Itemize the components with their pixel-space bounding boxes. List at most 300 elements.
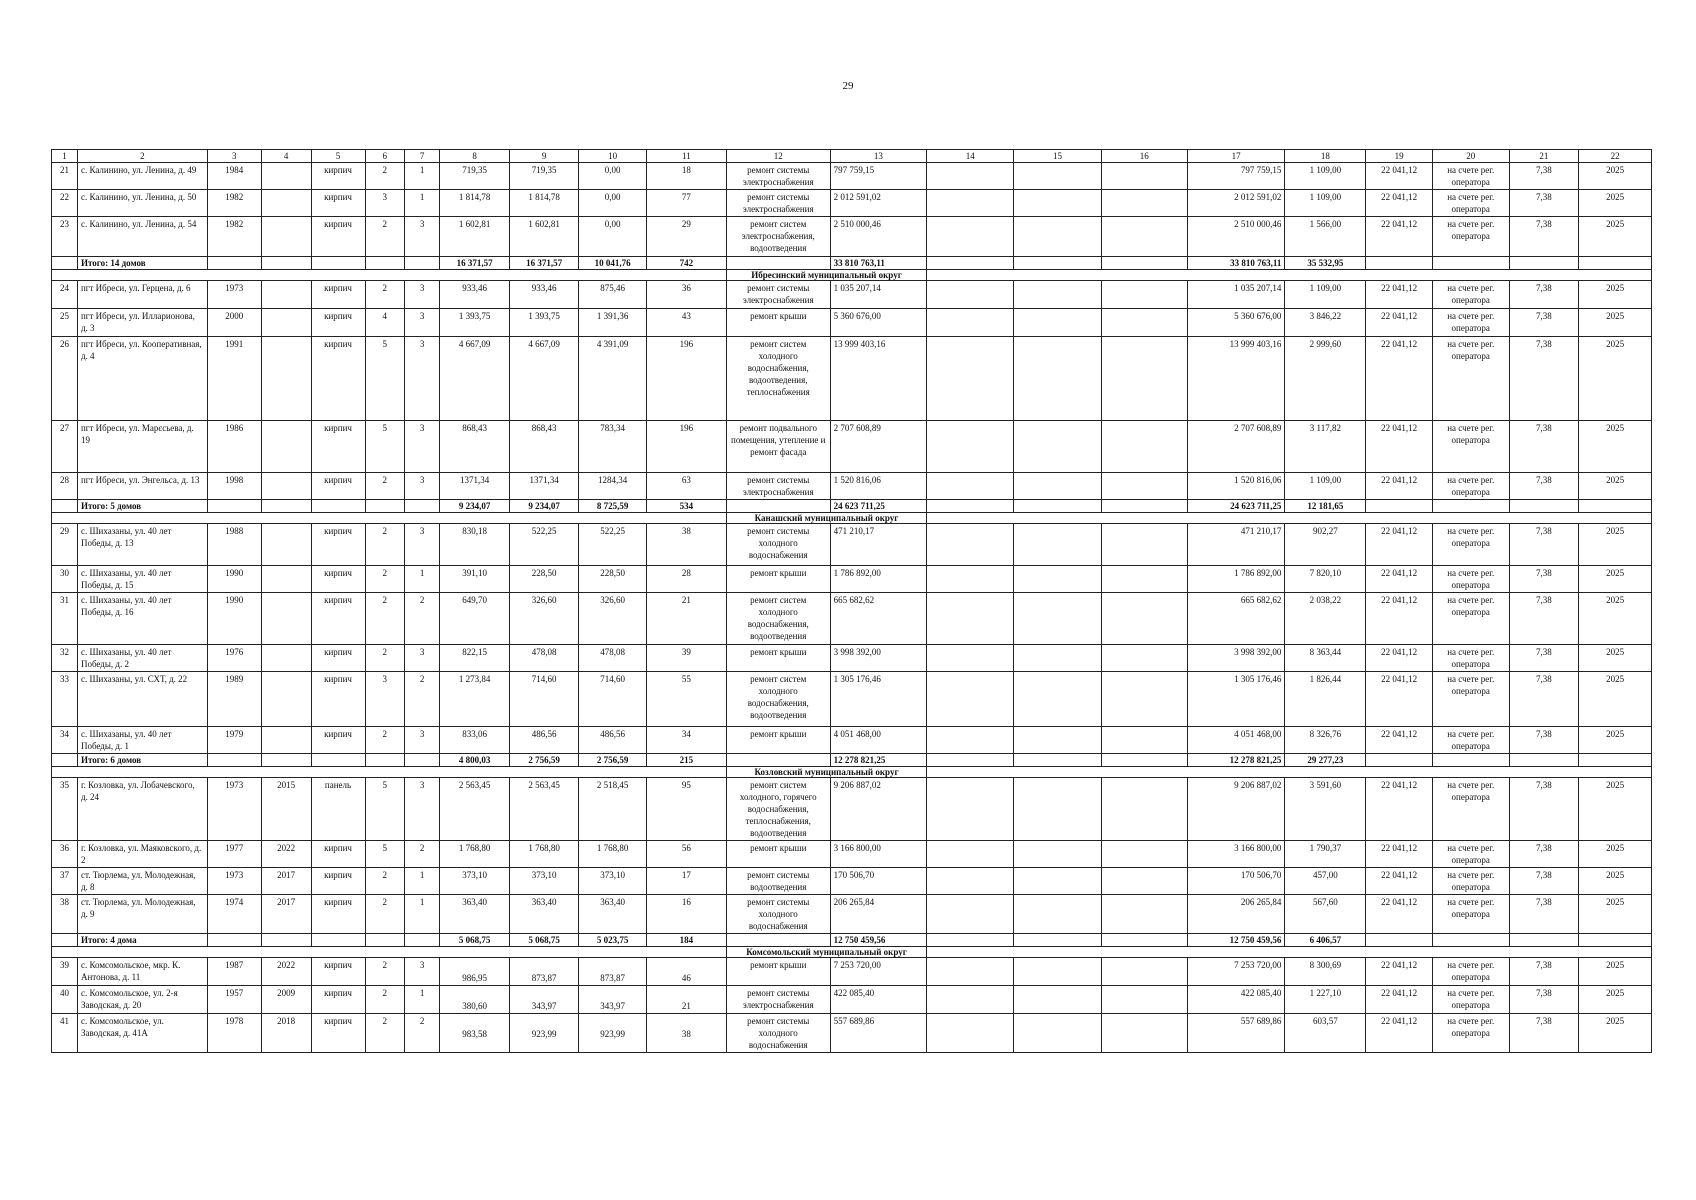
total-label: Итого: 6 домов [77, 754, 207, 767]
cell-a8: 822,15 [440, 645, 510, 672]
cell-c15 [1014, 841, 1101, 868]
cell-n: 36 [52, 841, 78, 868]
cell-last: 2017 [261, 895, 311, 934]
cell-n: 38 [52, 895, 78, 934]
cell-fl: 2 [365, 645, 404, 672]
cell-c17: 797 759,15 [1187, 163, 1285, 190]
cell-c16 [1101, 281, 1187, 309]
total-blank [311, 500, 365, 513]
cell-addr: пгт Ибреси, ул. Кооперативная, д. 4 [77, 337, 207, 421]
cell-fl: 5 [365, 778, 404, 841]
cell-fl: 2 [365, 958, 404, 986]
column-number: 4 [261, 150, 311, 163]
cell-a10: 1 391,36 [579, 309, 646, 337]
cell-c18: 902,27 [1285, 524, 1366, 566]
cell-cost: 5 360 676,00 [830, 309, 927, 337]
cell-last [261, 672, 311, 727]
total-blank [1014, 257, 1101, 270]
cell-mat: кирпич [311, 672, 365, 727]
total-blank [52, 754, 78, 767]
cell-a8: 363,40 [440, 895, 510, 934]
column-number: 8 [440, 150, 510, 163]
cell-mat: кирпич [311, 337, 365, 421]
total-blank [261, 257, 311, 270]
cell-c21: 7,38 [1509, 281, 1579, 309]
total-a9: 2 756,59 [509, 754, 579, 767]
column-number: 2 [77, 150, 207, 163]
total-row [52, 754, 1652, 767]
cell-c22: 2025 [1579, 1014, 1652, 1053]
cell-year: 1987 [207, 958, 261, 986]
cell-year: 2000 [207, 309, 261, 337]
cell-c16 [1101, 217, 1187, 257]
cell-c21: 7,38 [1509, 645, 1579, 672]
cell-ent: 1 [404, 895, 439, 934]
column-number: 6 [365, 150, 404, 163]
column-number: 17 [1187, 150, 1285, 163]
cell-c19: 22 041,12 [1366, 421, 1432, 473]
cell-fl: 4 [365, 309, 404, 337]
cell-a9: 923,99 [509, 1014, 579, 1053]
total-blank [927, 257, 1014, 270]
column-number: 21 [1509, 150, 1579, 163]
total-a10: 10 041,76 [579, 257, 646, 270]
cell-c18: 457,00 [1285, 868, 1366, 895]
cell-n: 30 [52, 566, 78, 593]
total-blank [927, 934, 1014, 947]
cell-c19: 22 041,12 [1366, 309, 1432, 337]
cell-ent: 2 [404, 593, 439, 645]
cell-n: 22 [52, 190, 78, 217]
total-blank [1509, 934, 1579, 947]
column-number: 3 [207, 150, 261, 163]
cell-addr: ст. Тюрлема, ул. Молодежная, д. 9 [77, 895, 207, 934]
total-blank [365, 754, 404, 767]
cell-n: 21 [52, 163, 78, 190]
cell-n: 35 [52, 778, 78, 841]
table-row [52, 473, 1652, 500]
cell-c20: на счете рег. оператора [1432, 645, 1509, 672]
cell-addr: пгт Ибреси, ул. Герцена, д. 6 [77, 281, 207, 309]
cell-res: 29 [646, 217, 726, 257]
cell-a10: 343,97 [579, 986, 646, 1014]
cell-a10: 0,00 [579, 190, 646, 217]
cell-c20: на счете рег. оператора [1432, 841, 1509, 868]
cell-year: 1982 [207, 217, 261, 257]
total-blank [1579, 500, 1652, 513]
table-row [52, 163, 1652, 190]
cell-last [261, 473, 311, 500]
cell-a9: 373,10 [509, 868, 579, 895]
table-row [52, 778, 1652, 841]
cell-n: 32 [52, 645, 78, 672]
column-number-row [52, 150, 1652, 163]
total-a8: 9 234,07 [440, 500, 510, 513]
cell-c18: 2 999,60 [1285, 337, 1366, 421]
cell-c18: 3 846,22 [1285, 309, 1366, 337]
cell-res: 43 [646, 309, 726, 337]
cell-cost: 3 166 800,00 [830, 841, 927, 868]
cell-last: 2022 [261, 958, 311, 986]
cell-mat: кирпич [311, 986, 365, 1014]
cell-cost: 797 759,15 [830, 163, 927, 190]
cell-c15 [1014, 473, 1101, 500]
cell-c22: 2025 [1579, 163, 1652, 190]
district-row [52, 513, 1652, 524]
cell-last [261, 421, 311, 473]
cell-c19: 22 041,12 [1366, 281, 1432, 309]
cell-c15 [1014, 217, 1101, 257]
cell-fl: 5 [365, 841, 404, 868]
cell-fl: 2 [365, 986, 404, 1014]
cell-a10: 875,46 [579, 281, 646, 309]
cell-a9: 1371,34 [509, 473, 579, 500]
cell-a8: 1371,34 [440, 473, 510, 500]
cell-addr: с. Шихазаны, ул. 40 лет Победы, д. 1 [77, 727, 207, 754]
cell-work: ремонт крыши [726, 841, 830, 868]
cell-a8: 986,95 [440, 958, 510, 986]
cell-mat: кирпич [311, 163, 365, 190]
cell-last: 2015 [261, 778, 311, 841]
cell-c14 [927, 524, 1014, 566]
table-row [52, 337, 1652, 421]
cell-c19: 22 041,12 [1366, 868, 1432, 895]
cell-addr: ст. Тюрлема, ул. Молодежная, д. 8 [77, 868, 207, 895]
cell-res: 77 [646, 190, 726, 217]
cell-last [261, 566, 311, 593]
total-blank [1579, 754, 1652, 767]
cell-n: 40 [52, 986, 78, 1014]
cell-c18: 7 820,10 [1285, 566, 1366, 593]
cell-c22: 2025 [1579, 281, 1652, 309]
cell-c16 [1101, 841, 1187, 868]
cell-c21: 7,38 [1509, 868, 1579, 895]
cell-year: 1973 [207, 868, 261, 895]
total-blank [1579, 257, 1652, 270]
cell-ent: 3 [404, 958, 439, 986]
cell-c22: 2025 [1579, 593, 1652, 645]
cell-c17: 1 786 892,00 [1187, 566, 1285, 593]
column-number: 5 [311, 150, 365, 163]
cell-mat: кирпич [311, 841, 365, 868]
column-number: 13 [830, 150, 927, 163]
cell-fl: 2 [365, 163, 404, 190]
total-a10: 2 756,59 [579, 754, 646, 767]
cell-c21: 7,38 [1509, 190, 1579, 217]
total-res: 215 [646, 754, 726, 767]
column-number: 14 [927, 150, 1014, 163]
cell-res: 39 [646, 645, 726, 672]
total-blank [311, 754, 365, 767]
district-row [52, 767, 1652, 778]
cell-mat: кирпич [311, 895, 365, 934]
cell-fl: 5 [365, 421, 404, 473]
cell-c20: на счете рег. оператора [1432, 895, 1509, 934]
cell-c21: 7,38 [1509, 593, 1579, 645]
cell-c14 [927, 421, 1014, 473]
total-blank [1509, 500, 1579, 513]
cell-work: ремонт крыши [726, 727, 830, 754]
cell-mat: панель [311, 778, 365, 841]
cell-c14 [927, 895, 1014, 934]
total-label: Итого: 4 дома [77, 934, 207, 947]
cell-year: 1988 [207, 524, 261, 566]
table-row [52, 524, 1652, 566]
total-blank [311, 257, 365, 270]
cell-last [261, 337, 311, 421]
cell-work: ремонт системы электроснабжения [726, 281, 830, 309]
total-c17: 33 810 763,11 [1187, 257, 1285, 270]
total-blank [1366, 257, 1432, 270]
cell-year: 1976 [207, 645, 261, 672]
cell-cost: 665 682,62 [830, 593, 927, 645]
cell-c16 [1101, 672, 1187, 727]
cell-addr: пгт Ибреси, ул. Энгельса, д. 13 [77, 473, 207, 500]
cell-c21: 7,38 [1509, 566, 1579, 593]
cell-addr: с. Шихазаны, ул. 40 лет Победы, д. 16 [77, 593, 207, 645]
cell-n: 23 [52, 217, 78, 257]
cell-c21: 7,38 [1509, 163, 1579, 190]
cell-c14 [927, 727, 1014, 754]
cell-c21: 7,38 [1509, 524, 1579, 566]
cell-year: 1990 [207, 566, 261, 593]
total-blank [1014, 754, 1101, 767]
cell-c22: 2025 [1579, 958, 1652, 986]
cell-fl: 5 [365, 337, 404, 421]
cell-addr: с. Шихазаны, ул. 40 лет Победы, д. 13 [77, 524, 207, 566]
cell-a10: 923,99 [579, 1014, 646, 1053]
cell-c21: 7,38 [1509, 841, 1579, 868]
cell-c14 [927, 645, 1014, 672]
cell-c14 [927, 337, 1014, 421]
cell-ent: 1 [404, 190, 439, 217]
cell-c16 [1101, 778, 1187, 841]
cell-c15 [1014, 958, 1101, 986]
cell-a9: 326,60 [509, 593, 579, 645]
cell-a10: 1284,34 [579, 473, 646, 500]
cell-a8: 1 814,78 [440, 190, 510, 217]
cell-c22: 2025 [1579, 778, 1652, 841]
cell-a10: 326,60 [579, 593, 646, 645]
total-a10: 5 023,75 [579, 934, 646, 947]
cell-c16 [1101, 337, 1187, 421]
total-a9: 5 068,75 [509, 934, 579, 947]
cell-a9: 1 602,81 [509, 217, 579, 257]
cell-ent: 3 [404, 309, 439, 337]
cell-work: ремонт систем холодного водоснабжения, водоотведения, теплоснабжения [726, 337, 830, 421]
cell-year: 1979 [207, 727, 261, 754]
cell-cost: 1 035 207,14 [830, 281, 927, 309]
cell-work: ремонт систем холодного водоснабжения, водоотведения [726, 672, 830, 727]
cell-addr: с. Шихазаны, ул. 40 лет Победы, д. 15 [77, 566, 207, 593]
cell-work: ремонт системы электроснабжения [726, 190, 830, 217]
total-res: 534 [646, 500, 726, 513]
table-row [52, 566, 1652, 593]
cell-c16 [1101, 986, 1187, 1014]
cell-mat: кирпич [311, 190, 365, 217]
total-cost: 12 278 821,25 [830, 754, 927, 767]
column-number: 18 [1285, 150, 1366, 163]
cell-c20: на счете рег. оператора [1432, 566, 1509, 593]
cell-a8: 1 393,75 [440, 309, 510, 337]
district-left-blank [52, 767, 727, 778]
district-name: Козловский муниципальный округ [726, 767, 926, 778]
cell-res: 16 [646, 895, 726, 934]
cell-c15 [1014, 281, 1101, 309]
cell-a10: 714,60 [579, 672, 646, 727]
district-right-blank [927, 947, 1652, 958]
cell-a8: 4 667,09 [440, 337, 510, 421]
cell-n: 33 [52, 672, 78, 727]
cell-a9: 363,40 [509, 895, 579, 934]
cell-c18: 567,60 [1285, 895, 1366, 934]
cell-c21: 7,38 [1509, 986, 1579, 1014]
cell-n: 34 [52, 727, 78, 754]
district-name: Комсомольский муниципальный округ [726, 947, 926, 958]
cell-fl: 2 [365, 524, 404, 566]
cell-c14 [927, 868, 1014, 895]
cell-a10: 0,00 [579, 163, 646, 190]
cell-year: 1998 [207, 473, 261, 500]
cell-c22: 2025 [1579, 841, 1652, 868]
cell-res: 38 [646, 1014, 726, 1053]
cell-c17: 3 998 392,00 [1187, 645, 1285, 672]
cell-a8: 933,46 [440, 281, 510, 309]
cell-c22: 2025 [1579, 727, 1652, 754]
cell-ent: 3 [404, 524, 439, 566]
cell-c14 [927, 309, 1014, 337]
total-blank [365, 500, 404, 513]
cell-c15 [1014, 1014, 1101, 1053]
cell-c19: 22 041,12 [1366, 672, 1432, 727]
cell-n: 39 [52, 958, 78, 986]
table-row [52, 645, 1652, 672]
cell-c19: 22 041,12 [1366, 593, 1432, 645]
cell-ent: 3 [404, 421, 439, 473]
total-blank [726, 257, 830, 270]
cell-mat: кирпич [311, 309, 365, 337]
district-right-blank [927, 513, 1652, 524]
cell-fl: 3 [365, 190, 404, 217]
total-cost: 33 810 763,11 [830, 257, 927, 270]
cell-c20: на счете рег. оператора [1432, 868, 1509, 895]
cell-c22: 2025 [1579, 337, 1652, 421]
district-row [52, 270, 1652, 281]
cell-c16 [1101, 895, 1187, 934]
total-c17: 12 750 459,56 [1187, 934, 1285, 947]
total-blank [207, 500, 261, 513]
cell-c20: на счете рег. оператора [1432, 421, 1509, 473]
cell-c20: на счете рег. оператора [1432, 593, 1509, 645]
cell-mat: кирпич [311, 958, 365, 986]
total-blank [261, 754, 311, 767]
cell-work: ремонт систем электроснабжения, водоотведения [726, 217, 830, 257]
district-right-blank [927, 767, 1652, 778]
cell-fl: 2 [365, 217, 404, 257]
district-name: Канашский муниципальный округ [726, 513, 926, 524]
cell-c18: 1 109,00 [1285, 163, 1366, 190]
cell-c15 [1014, 163, 1101, 190]
cell-c16 [1101, 727, 1187, 754]
cell-last [261, 190, 311, 217]
cell-c14 [927, 986, 1014, 1014]
cell-last [261, 727, 311, 754]
cell-c21: 7,38 [1509, 672, 1579, 727]
district-left-blank [52, 513, 727, 524]
cell-c19: 22 041,12 [1366, 986, 1432, 1014]
district-right-blank [927, 270, 1652, 281]
cell-c22: 2025 [1579, 473, 1652, 500]
cell-cost: 9 206 887,02 [830, 778, 927, 841]
cell-ent: 3 [404, 337, 439, 421]
cell-c19: 22 041,12 [1366, 163, 1432, 190]
total-c18: 12 181,65 [1285, 500, 1366, 513]
cell-year: 1973 [207, 778, 261, 841]
table-row [52, 309, 1652, 337]
cell-year: 1957 [207, 986, 261, 1014]
cell-a9: 478,08 [509, 645, 579, 672]
cell-c20: на счете рег. оператора [1432, 163, 1509, 190]
cell-c22: 2025 [1579, 986, 1652, 1014]
cell-ent: 3 [404, 281, 439, 309]
cell-c22: 2025 [1579, 309, 1652, 337]
cell-fl: 2 [365, 281, 404, 309]
cell-a10: 4 391,09 [579, 337, 646, 421]
column-number: 11 [646, 150, 726, 163]
total-blank [261, 500, 311, 513]
cell-last [261, 217, 311, 257]
cell-addr: с. Калинино, ул. Ленина, д. 54 [77, 217, 207, 257]
total-blank [1509, 257, 1579, 270]
cell-year: 1990 [207, 593, 261, 645]
cell-ent: 3 [404, 727, 439, 754]
cell-addr: с. Комсомольское, ул. 2-я Заводская, д. 20 [77, 986, 207, 1014]
column-number: 22 [1579, 150, 1652, 163]
cell-c18: 3 117,82 [1285, 421, 1366, 473]
cell-c19: 22 041,12 [1366, 727, 1432, 754]
cell-a9: 719,35 [509, 163, 579, 190]
cell-c17: 2 012 591,02 [1187, 190, 1285, 217]
total-blank [1366, 754, 1432, 767]
cell-res: 21 [646, 593, 726, 645]
cell-c16 [1101, 309, 1187, 337]
cell-a10: 873,87 [579, 958, 646, 986]
total-a8: 4 800,03 [440, 754, 510, 767]
cell-c17: 1 520 816,06 [1187, 473, 1285, 500]
table-row [52, 190, 1652, 217]
cell-n: 31 [52, 593, 78, 645]
cell-c17: 5 360 676,00 [1187, 309, 1285, 337]
cell-c19: 22 041,12 [1366, 1014, 1432, 1053]
cell-c19: 22 041,12 [1366, 778, 1432, 841]
cell-ent: 1 [404, 163, 439, 190]
cell-res: 38 [646, 524, 726, 566]
cell-a9: 714,60 [509, 672, 579, 727]
cell-res: 56 [646, 841, 726, 868]
table-row [52, 986, 1652, 1014]
cell-a9: 868,43 [509, 421, 579, 473]
cell-ent: 3 [404, 778, 439, 841]
cell-c14 [927, 1014, 1014, 1053]
cell-c15 [1014, 421, 1101, 473]
cell-n: 28 [52, 473, 78, 500]
district-left-blank [52, 947, 727, 958]
cell-addr: с. Калинино, ул. Ленина, д. 50 [77, 190, 207, 217]
cell-work: ремонт системы холодного водоснабжения [726, 524, 830, 566]
cell-c19: 22 041,12 [1366, 337, 1432, 421]
cell-res: 18 [646, 163, 726, 190]
total-blank [52, 257, 78, 270]
